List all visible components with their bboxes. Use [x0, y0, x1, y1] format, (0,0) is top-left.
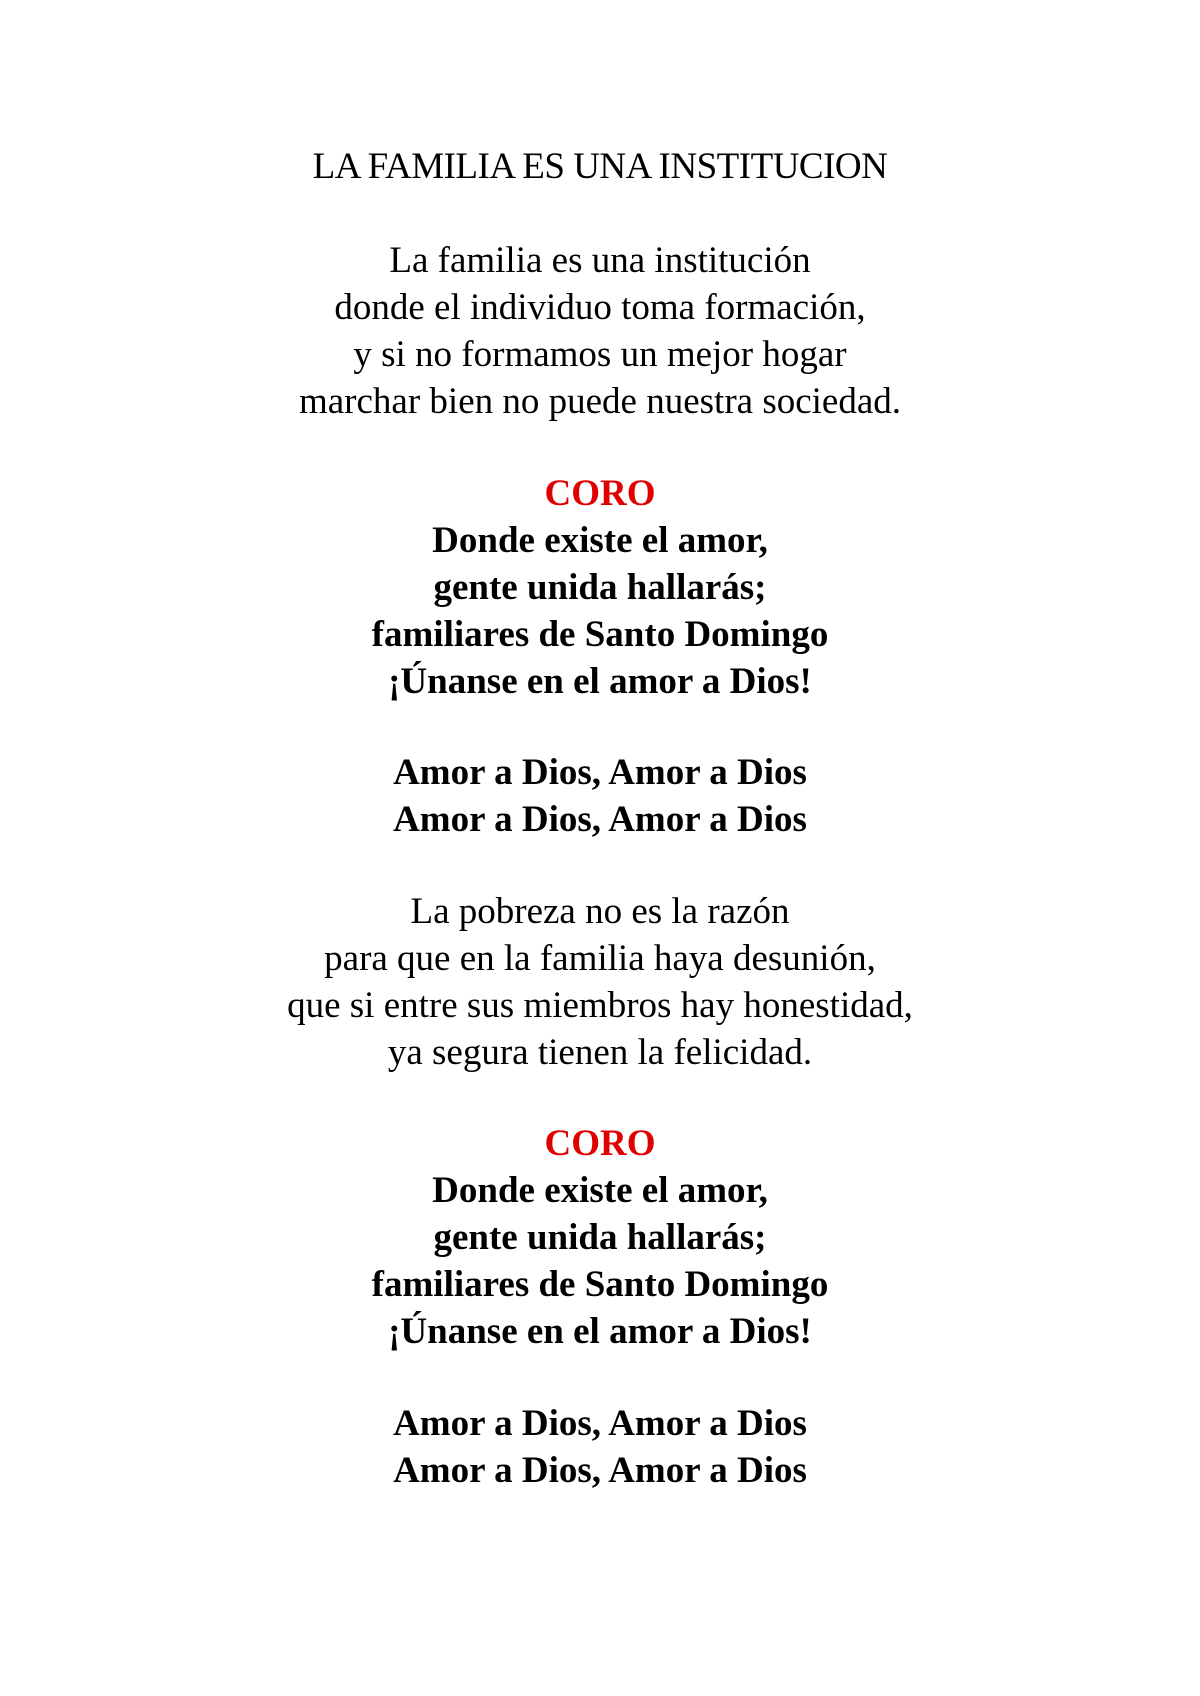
chorus-1 [0, 470, 1200, 705]
verse-line: La familia es una institución [389, 240, 811, 281]
chorus-line: ¡Únanse en el amor a Dios! [388, 1311, 812, 1352]
chorus-line: gente unida hallarás; [433, 1217, 767, 1258]
verse-line: donde el individuo toma formación, [334, 287, 866, 328]
refrain-line: Amor a Dios, Amor a Dios [393, 1450, 807, 1491]
refrain-line: Amor a Dios, Amor a Dios [393, 752, 807, 793]
chorus-label: CORO [544, 473, 656, 514]
refrain-line: Amor a Dios, Amor a Dios [393, 799, 807, 840]
verse-2 [0, 888, 1200, 1076]
verse-line: que si entre sus miembros hay honestidad, [287, 985, 913, 1026]
chorus-line: familiares de Santo Domingo [371, 614, 829, 655]
verse-line: La pobreza no es la razón [410, 891, 790, 932]
refrain-line: Amor a Dios, Amor a Dios [393, 1403, 807, 1444]
verse-line: marchar bien no puede nuestra sociedad. [298, 381, 902, 422]
chorus-line: familiares de Santo Domingo [371, 1264, 829, 1305]
verse-line: ya segura tienen la felicidad. [387, 1032, 813, 1073]
verse-1 [0, 237, 1200, 425]
refrain-1 [0, 749, 1200, 843]
chorus-line: Donde existe el amor, [432, 520, 768, 561]
verse-line: para que en la familia haya desunión, [324, 938, 876, 979]
chorus-label: CORO [544, 1123, 656, 1164]
chorus-2 [0, 1120, 1200, 1355]
chorus-line: ¡Únanse en el amor a Dios! [388, 661, 812, 702]
refrain-2 [0, 1400, 1200, 1494]
chorus-line: Donde existe el amor, [432, 1170, 768, 1211]
verse-line: y si no formamos un mejor hogar [353, 334, 847, 375]
chorus-line: gente unida hallarás; [433, 567, 767, 608]
song-title: LA FAMILIA ES UNA INSTITUCION [312, 146, 888, 187]
